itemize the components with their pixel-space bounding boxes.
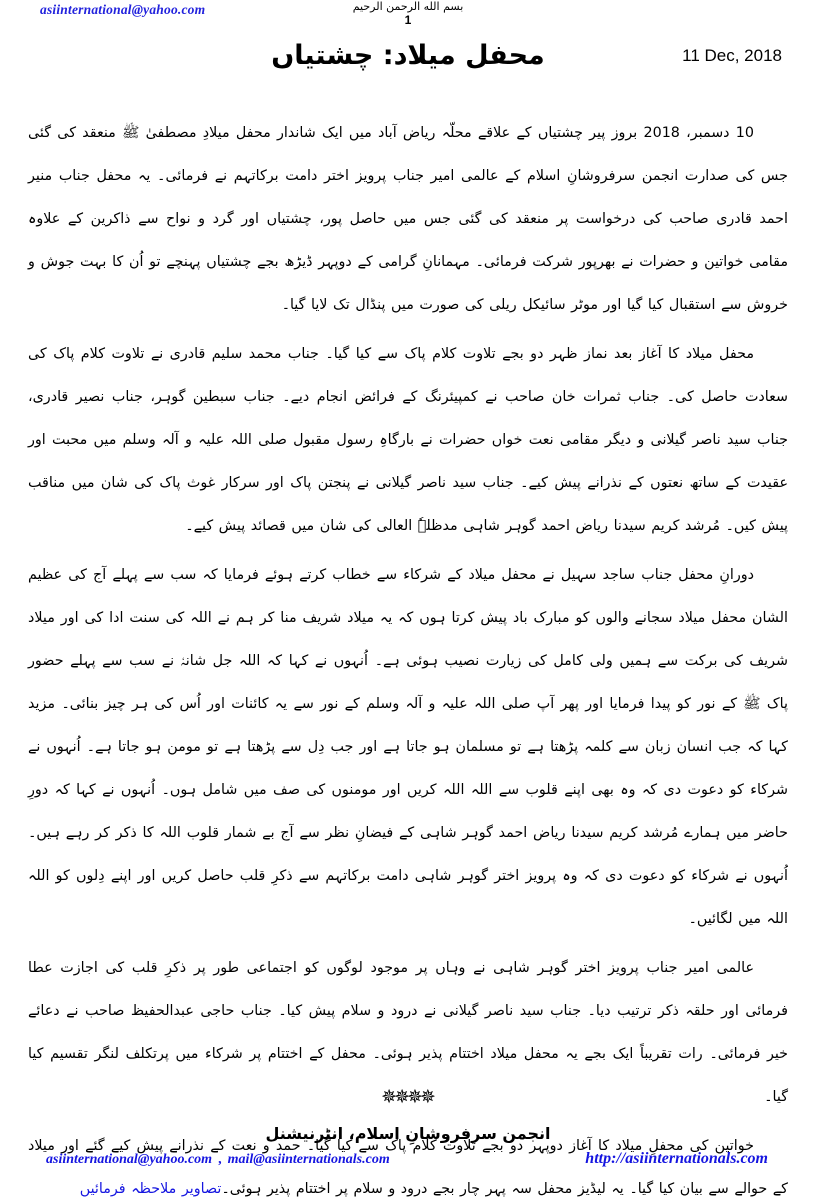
footer-organization-name: انجمن سرفروشانِ اسلام، انٹرنیشنل [265,1124,551,1143]
star-ornament-icon: ✵ [419,1086,435,1108]
footer-email-primary[interactable]: asiinternational@yahoo.com [46,1152,213,1167]
article-body [28,112,788,1200]
article-paragraph: عالمی امیر جناب پرویز اختر گوہر شاہی نے وہاں پر موجود لوگوں کو اجتماعی طور پر ذکرِ قلب کی اجازت عطا فرمائی اور حلقہ ذکر ترتیب دیا۔ جناب سید ناصر گیلانی نے درود و سلام پیش کیا۔ جناب حاجی عبدالحفیظ صاحب نے دعائے خیر فرمائی۔ رات تقریباً ایک بجے یہ محفل میلاد اختتام پذیر ہوئی۔ محفل کے اختتام پر شرکاء میں پرتکلف لنگر تقسیم کیا گیا۔ [28,960,788,1105]
gallery-link[interactable]: تصاویر ملاحظہ فرمائیں [79,1181,222,1197]
title-row [0,36,816,98]
star-ornament-icon: ✵ [381,1086,397,1108]
bismillah-text: بسم الله الرحمن الرحيم [352,0,464,13]
publication-date: 11 Dec, 2018 [682,46,782,65]
footer-contact-bar [0,1152,816,1176]
star-ornament-icon: ✵ [394,1086,409,1108]
header-email-link[interactable]: asiinternational@yahoo.com [40,2,206,17]
page-number: 1 [404,13,412,27]
footer-website-link[interactable]: http://asiinternationals.com [585,1150,768,1167]
footer-email-group [46,1152,390,1168]
article-paragraph: 10 دسمبر، 2018 بروز پیر چشتیاں کے علاقے محلّہ ریاض آباد میں ایک شاندار محفل میلادِ مصطفیٰ ﷺ منعقد کی گئی جس کی صدارت انجمن سرفروشانِ اسلام کے عالمی امیر جناب پرویز اختر دامت برکاتہم نے فرمائی۔ یہ محفل جناب منیر احمد قادری صاحب کی درخواست پر منعقد کی گئی جس میں حاصل پور، چشتیاں اور گرد و نواح سے ذاکرین کے علاوہ مقامی خواتین و حضرات نے بھرپور شرکت فرمائی۔ مہمانانِ گرامی کے دوپہر ڈیڑھ بجے چشتیاں پہنچے تو اُن کا بہت جوش و خروش سے استقبال کیا گیا اور موٹر سائیکل ریلی کی صورت میں پنڈال تک لایا گیا۔ [28,125,788,313]
article-paragraph: دورانِ محفل جناب ساجد سہیل نے محفل میلاد کے شرکاء سے خطاب کرتے ہوئے فرمایا کہ سب سے پہلے آج کی عظیم الشان محفل میلاد سجانے والوں کو مبارک باد پیش کرتا ہوں کہ یہ میلاد شریف منا کر ہم نے اللہ کی سنت ادا کی اور میلاد شریف کی برکت سے ہمیں ولی کامل کی زیارت نصیب ہوئی ہے۔ اُنہوں نے کہا کہ اللہ جل شانہٗ نے سب سے پہلے حضور پاک ﷺ کے نور کو پیدا فرمایا اور پھر آپ صلی اللہ علیہ و آلہ وسلم کے نور سے یہ کائنات اور اُس کی ہر چیز بنائی۔ مزید کہا کہ جب انسان زبان سے کلمہ پڑھتا ہے تو مسلمان ہو جاتا ہے اور جب دِل سے پڑھتا ہے تو مومن ہو جاتا ہے۔ اُنہوں نے شرکاء کو دعوت دی کہ وہ بھی اپنے قلوب سے اللہ اللہ کریں اور مومنوں کی صف میں شامل ہوں۔ اُنہوں نے کہا کہ دورِ حاضر میں ہمارے مُرشد کریم سیدنا ریاض احمد گوہر شاہی کے فیضانِ نظر سے آج بے شمار قلوب اللہ کا ذکر کر رہے ہیں۔ اُنہوں نے شرکاء کو دعوت دی کہ وہ پرویز اختر گوہر شاہی دامت برکاتہم سے ذکرِ قلب حاصل کریں اور اپنے دِلوں کو اللہ اللہ میں لگائیں۔ [28,567,788,927]
article-paragraph-text: خواتین کی محفلِ میلاد کا آغاز دوپہر دو بجے تلاوت کلام پاک سے کیا گیا۔ حمد و نعت کے نذرانے پیش کیے گئے اور میلاد کے حوالے سے بیان کیا گیا۔ یہ لیڈیز محفل سہ پہر چار بجے درود و سلام پر اختتام پذیر ہوئی۔ [28,1138,788,1197]
footer-email-separator: , [218,1152,222,1167]
article-paragraph: محفل میلاد کا آغاز بعد نماز ظہر دو بجے تلاوت کلام پاک سے کیا گیا۔ جناب محمد سلیم قادری نے تلاوت کلام پاک کی سعادت حاصل کی۔ جناب ثمرات خان صاحب نے کمپیئرنگ کے فرائض انجام دیے۔ جناب سبطین گوہر، جناب نصیر قادری، جناب سید ناصر گیلانی و دیگر مقامی نعت خواں حضرات نے بارگاہِ رسول مقبول صلی اللہ علیہ و آلہ وسلم میں محبت اور عقیدت کے ساتھ نعتوں کے نذرانے پیش کیے۔ جناب سید ناصر گیلانی نے پنجتن پاک اور سرکار غوث پاک کی شان میں مناقب پیش کیں۔ مُرشد کریم سیدنا ریاض احمد گوہر شاہی مدظلہٗ العالی کی شان میں قصائد پیش کیے۔ [28,346,788,534]
page-title: محفل میلاد: چشتیاں [271,40,545,71]
footer-email-secondary[interactable]: mail@asiinternationals.com [227,1152,390,1167]
star-ornament-icon: ✵ [407,1086,422,1108]
ornament-divider [0,1088,816,1107]
page-header [0,0,816,30]
